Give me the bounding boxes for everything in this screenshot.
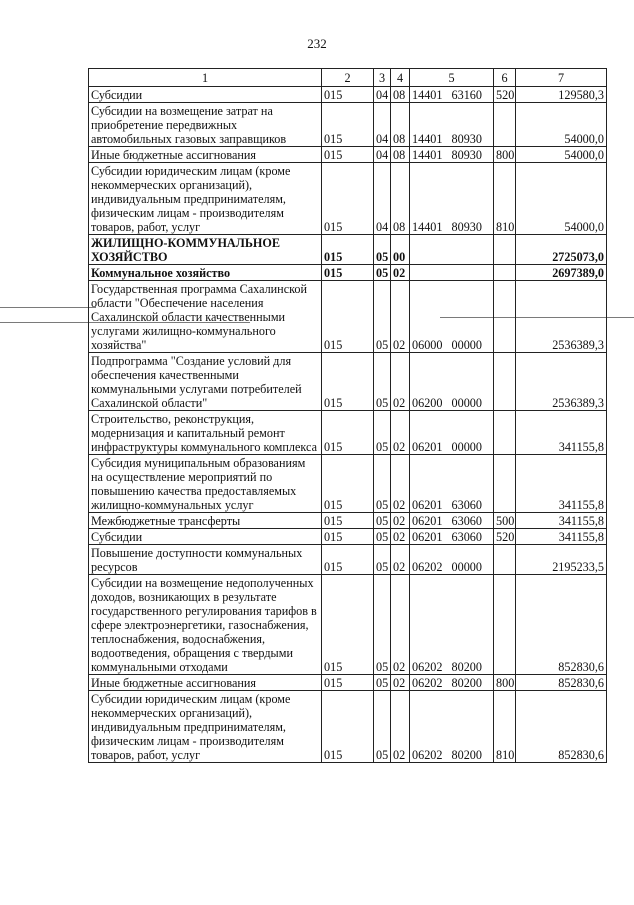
column-header: 6 <box>494 69 516 87</box>
col5-code-cell: 06201 63060 <box>410 529 494 545</box>
col2-cell: 015 <box>322 281 374 353</box>
row-name-cell: Иные бюджетные ассигнования <box>89 147 322 163</box>
col3-cell: 04 <box>374 87 391 103</box>
col2-cell: 015 <box>322 575 374 675</box>
col2-cell: 015 <box>322 455 374 513</box>
col2-cell: 015 <box>322 265 374 281</box>
amount-cell: 2697389,0 <box>516 265 607 281</box>
col4-cell: 08 <box>391 147 410 163</box>
col4-cell: 02 <box>391 513 410 529</box>
budget-table <box>88 68 607 763</box>
col2-cell: 015 <box>322 675 374 691</box>
column-header: 2 <box>322 69 374 87</box>
col2-cell: 015 <box>322 163 374 235</box>
table-row <box>89 411 607 455</box>
col6-cell <box>494 265 516 281</box>
col4-cell: 00 <box>391 235 410 265</box>
col5-code-cell <box>410 235 494 265</box>
table-row <box>89 353 607 411</box>
col5-code-cell: 06201 00000 <box>410 411 494 455</box>
col4-cell: 02 <box>391 675 410 691</box>
col6-cell <box>494 545 516 575</box>
col6-cell: 800 <box>494 147 516 163</box>
col4-cell: 02 <box>391 529 410 545</box>
table-row <box>89 675 607 691</box>
col5-code-cell: 06202 80200 <box>410 575 494 675</box>
col4-cell: 02 <box>391 545 410 575</box>
col4-cell: 02 <box>391 281 410 353</box>
col5-code-cell: 06202 00000 <box>410 545 494 575</box>
amount-cell: 341155,8 <box>516 513 607 529</box>
scan-artifact-line <box>0 307 96 308</box>
row-name-cell: Субсидии <box>89 87 322 103</box>
col4-cell: 02 <box>391 411 410 455</box>
column-header: 5 <box>410 69 494 87</box>
col5-code-cell: 06200 00000 <box>410 353 494 411</box>
col2-cell: 015 <box>322 87 374 103</box>
amount-cell: 341155,8 <box>516 455 607 513</box>
table-row <box>89 235 607 265</box>
col6-cell <box>494 103 516 147</box>
col6-cell: 800 <box>494 675 516 691</box>
col3-cell: 05 <box>374 455 391 513</box>
col2-cell: 015 <box>322 529 374 545</box>
col4-cell: 02 <box>391 575 410 675</box>
row-name-cell: Субсидии <box>89 529 322 545</box>
row-name-cell: Подпрограмма "Создание условий для обеспечения качественными коммунальными услугами потребителей Сахалинской области" <box>89 353 322 411</box>
row-name-cell: Государственная программа Сахалинской области "Обеспечение населения Сахалинской области качественными услугами жилищно-коммунального хозяйства" <box>89 281 322 353</box>
col5-code-cell: 14401 80930 <box>410 103 494 147</box>
col3-cell: 05 <box>374 235 391 265</box>
col5-code-cell: 06201 63060 <box>410 455 494 513</box>
table-row <box>89 575 607 675</box>
amount-cell: 852830,6 <box>516 575 607 675</box>
table-row <box>89 513 607 529</box>
amount-cell: 129580,3 <box>516 87 607 103</box>
table-header-row <box>89 69 607 87</box>
col2-cell: 015 <box>322 513 374 529</box>
table-row <box>89 147 607 163</box>
col2-cell: 015 <box>322 147 374 163</box>
table-row <box>89 455 607 513</box>
table-row <box>89 163 607 235</box>
table-row <box>89 265 607 281</box>
col5-code-cell: 06202 80200 <box>410 691 494 763</box>
amount-cell: 2536389,3 <box>516 281 607 353</box>
col5-code-cell: 06202 80200 <box>410 675 494 691</box>
table-row <box>89 281 607 353</box>
col3-cell: 04 <box>374 163 391 235</box>
row-name-cell: Межбюджетные трансферты <box>89 513 322 529</box>
amount-cell: 2195233,5 <box>516 545 607 575</box>
amount-cell: 341155,8 <box>516 411 607 455</box>
row-name-cell: Субсидии юридическим лицам (кроме некоммерческих организаций), индивидуальным предпринимателям, физическим лицам - производителям товаров, работ, услуг <box>89 163 322 235</box>
amount-cell: 852830,6 <box>516 691 607 763</box>
col3-cell: 05 <box>374 691 391 763</box>
col6-cell <box>494 455 516 513</box>
col4-cell: 02 <box>391 353 410 411</box>
amount-cell: 852830,6 <box>516 675 607 691</box>
amount-cell: 341155,8 <box>516 529 607 545</box>
page-number: 232 <box>307 36 327 51</box>
column-header: 1 <box>89 69 322 87</box>
col6-cell: 500 <box>494 513 516 529</box>
row-name-cell: Субсидии на возмещение затрат на приобретение передвижных автомобильных газовых заправщиков <box>89 103 322 147</box>
col5-code-cell: 14401 63160 <box>410 87 494 103</box>
col6-cell <box>494 411 516 455</box>
col4-cell: 08 <box>391 87 410 103</box>
col5-code-cell <box>410 265 494 281</box>
row-name-cell: ЖИЛИЩНО-КОММУНАЛЬНОЕ ХОЗЯЙСТВО <box>89 235 322 265</box>
amount-cell: 54000,0 <box>516 147 607 163</box>
col4-cell: 08 <box>391 163 410 235</box>
row-name-cell: Субсидия муниципальным образованиям на осуществление мероприятий по повышению качества предоставляемых жилищно-коммунальных услуг <box>89 455 322 513</box>
col6-cell: 520 <box>494 87 516 103</box>
col2-cell: 015 <box>322 411 374 455</box>
col6-cell <box>494 575 516 675</box>
col3-cell: 05 <box>374 513 391 529</box>
col2-cell: 015 <box>322 691 374 763</box>
column-header: 4 <box>391 69 410 87</box>
col3-cell: 04 <box>374 103 391 147</box>
col4-cell: 02 <box>391 455 410 513</box>
table-row <box>89 87 607 103</box>
col4-cell: 08 <box>391 103 410 147</box>
table-row <box>89 529 607 545</box>
col2-cell: 015 <box>322 545 374 575</box>
table-row <box>89 545 607 575</box>
col3-cell: 05 <box>374 281 391 353</box>
col5-code-cell: 06000 00000 <box>410 281 494 353</box>
row-name-cell: Строительство, реконструкция, модернизация и капитальный ремонт инфраструктуры коммунального комплекса <box>89 411 322 455</box>
row-name-cell: Иные бюджетные ассигнования <box>89 675 322 691</box>
col3-cell: 05 <box>374 411 391 455</box>
amount-cell: 54000,0 <box>516 163 607 235</box>
row-name-cell: Повышение доступности коммунальных ресурсов <box>89 545 322 575</box>
col5-code-cell: 06201 63060 <box>410 513 494 529</box>
column-header: 7 <box>516 69 607 87</box>
col6-cell <box>494 353 516 411</box>
col5-code-cell: 14401 80930 <box>410 163 494 235</box>
col3-cell: 05 <box>374 675 391 691</box>
column-header: 3 <box>374 69 391 87</box>
col2-cell: 015 <box>322 235 374 265</box>
table-row <box>89 103 607 147</box>
table-row <box>89 691 607 763</box>
col6-cell: 810 <box>494 691 516 763</box>
col3-cell: 05 <box>374 265 391 281</box>
col5-code-cell: 14401 80930 <box>410 147 494 163</box>
col3-cell: 05 <box>374 575 391 675</box>
amount-cell: 54000,0 <box>516 103 607 147</box>
row-name-cell: Коммунальное хозяйство <box>89 265 322 281</box>
col6-cell: 810 <box>494 163 516 235</box>
col3-cell: 04 <box>374 147 391 163</box>
col3-cell: 05 <box>374 353 391 411</box>
col6-cell <box>494 235 516 265</box>
col6-cell: 520 <box>494 529 516 545</box>
col4-cell: 02 <box>391 265 410 281</box>
col2-cell: 015 <box>322 103 374 147</box>
col3-cell: 05 <box>374 545 391 575</box>
col6-cell <box>494 281 516 353</box>
col4-cell: 02 <box>391 691 410 763</box>
amount-cell: 2536389,3 <box>516 353 607 411</box>
row-name-cell: Субсидии на возмещение недополученных доходов, возникающих в результате государственного регулирования тарифов в сфере электроэнергетики, газоснабжения, теплоснабжения, водоснабжения, водоотведения, обращения с твердыми коммунальными отходами <box>89 575 322 675</box>
row-name-cell: Субсидии юридическим лицам (кроме некоммерческих организаций), индивидуальным предпринимателям, физическим лицам - производителям товаров, работ, услуг <box>89 691 322 763</box>
col3-cell: 05 <box>374 529 391 545</box>
col2-cell: 015 <box>322 353 374 411</box>
amount-cell: 2725073,0 <box>516 235 607 265</box>
